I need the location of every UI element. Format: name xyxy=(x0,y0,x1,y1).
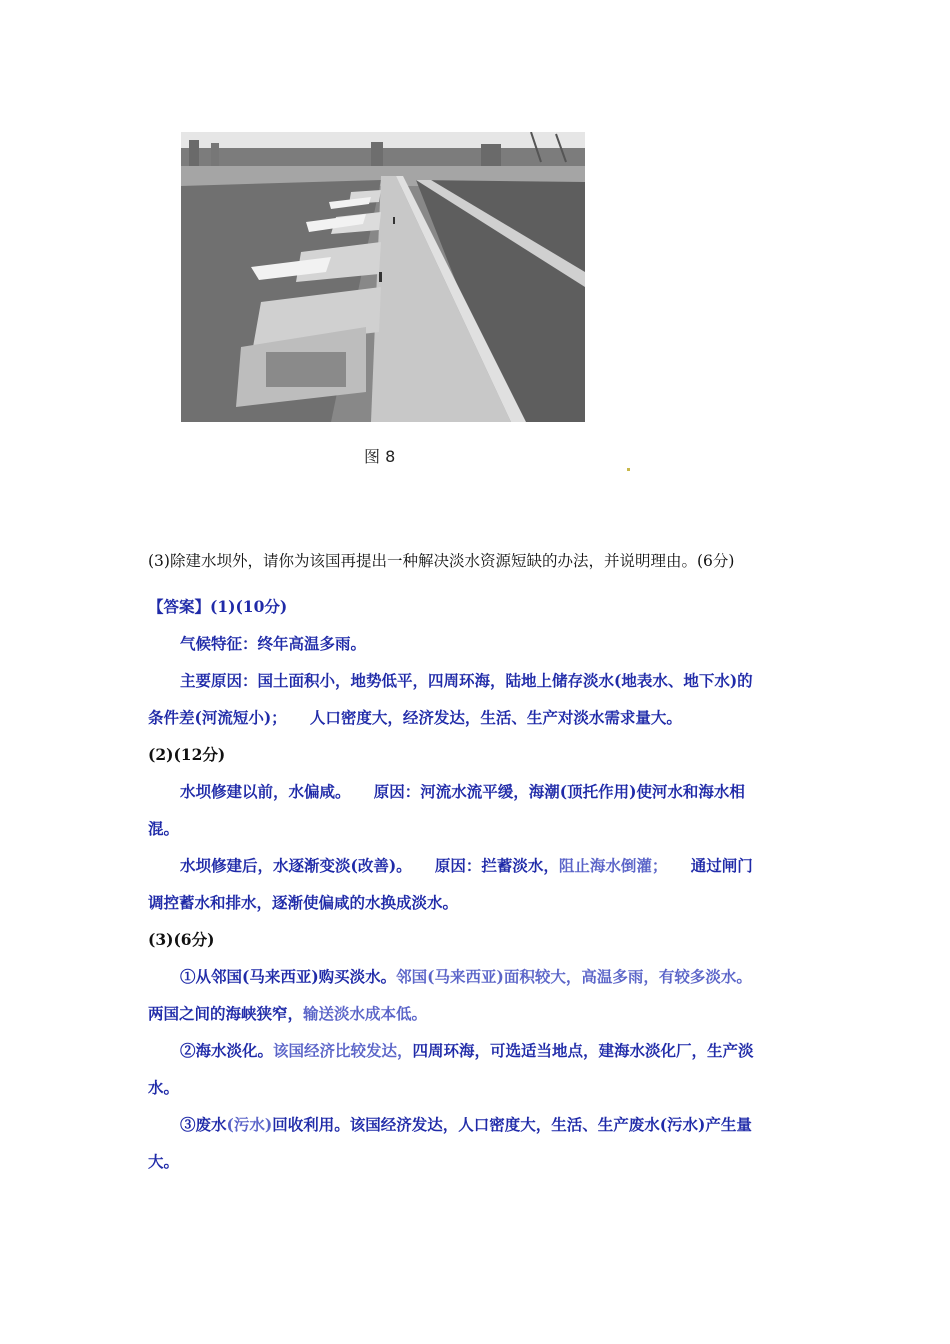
answer-1-reason-line1: 主要原因：国土面积小，地势低平，四周环海，陆地上储存淡水(地表水、地下水)的 xyxy=(180,671,753,690)
answer-3-item2-line1 xyxy=(180,1039,754,1061)
answer-3-3c: 回收利用。该国经济发达，人口密度大，生活、生产废水(污水)产生量 xyxy=(272,1115,752,1134)
answer-3-1a: ①从邻国(马来西亚)购买淡水。 xyxy=(180,967,397,986)
answer-2-after-1c: 通过闸门 xyxy=(659,856,753,875)
answer-3-2a: ②海水淡化。 xyxy=(180,1041,274,1060)
answer-3-2b: 该国经济比较发达， xyxy=(273,1041,413,1060)
answer-3-item3-line2: 大。 xyxy=(148,1152,180,1171)
answer-2-after-1b: 阻止海水倒灌； xyxy=(558,856,660,875)
answer-3-1d: 输送淡水成本低。 xyxy=(303,1004,428,1023)
answer-2-after-1a: 水坝修建后，水逐渐变淡(改善)。 原因：拦蓄淡水， xyxy=(180,856,559,875)
answer-3-item1-line1 xyxy=(180,965,752,987)
answer-2-before-line1: 水坝修建以前，水偏咸。 原因：河流水流平缓，海潮(顶托作用)使河水和海水相 xyxy=(180,782,745,801)
answer-3-3a: ③废水 xyxy=(180,1115,227,1134)
answer-1-reason-line2: 条件差(河流短小)； 人口密度大，经济发达，生活、生产对淡水需求量大。 xyxy=(148,708,682,727)
answer-3-item2-line2: 水。 xyxy=(148,1078,180,1097)
figure-caption: 图 8 xyxy=(364,447,396,466)
answer-2-before-line2: 混。 xyxy=(148,819,180,838)
answer-2-after-line2: 调控蓄水和排水，逐渐使偏咸的水换成淡水。 xyxy=(148,893,459,912)
dam-photo xyxy=(181,132,585,422)
answer-3-3b: (污水) xyxy=(226,1115,273,1134)
answer-2-after-line1 xyxy=(180,854,753,876)
answer-label: 【答案】(1)(10分) xyxy=(148,597,288,616)
answer-1-climate: 气候特征：终年高温多雨。 xyxy=(180,634,367,653)
answer-3-1c: 两国之间的海峡狭窄， xyxy=(148,1004,304,1023)
answer-3-item3-line1 xyxy=(180,1113,752,1135)
answer-3-1b: 邻国(马来西亚)面积较大，高温多雨，有较多淡水。 xyxy=(396,967,752,986)
answer-3-2c: 四周环海，可选适当地点，建海水淡化厂，生产淡 xyxy=(412,1041,754,1060)
part-3-label: (3)(6分) xyxy=(148,930,215,949)
part-2-label: (2)(12分) xyxy=(148,745,226,764)
question-3: (3)除建水坝外，请你为该国再提出一种解决淡水资源短缺的办法，并说明理由。(6分) xyxy=(148,552,735,570)
stray-dot xyxy=(627,468,630,471)
answer-3-item1-line2 xyxy=(148,1002,427,1024)
